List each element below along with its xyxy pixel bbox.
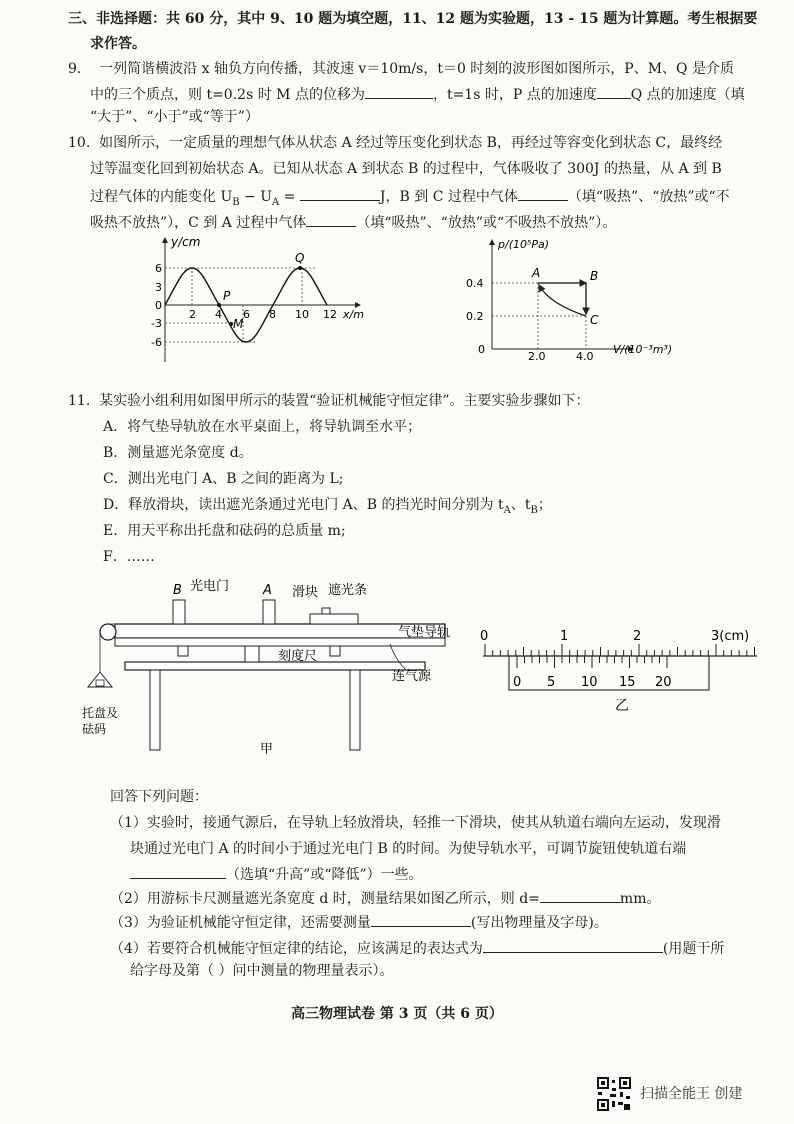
wave-graph bbox=[135, 232, 375, 367]
q10-line2: 过等温变化回到初始状态 A。已知从状态 A 到状态 B 的过程中，气体吸收了 300J 的热量，从 A 到 B bbox=[90, 161, 722, 177]
q10-number: 10. bbox=[68, 135, 91, 151]
vernier-caliper bbox=[475, 622, 765, 714]
caption-jia: 甲 bbox=[260, 742, 274, 757]
knob-left bbox=[178, 646, 188, 656]
q10-line3: 过程气体的内能变化 $U_B - U_A = J$，B 到 C 过程中气体 （填“吸热”、“放热”或“不 bbox=[90, 186, 730, 212]
q11-blank-3[interactable] bbox=[371, 912, 471, 927]
caliper-main-tick-1: 1 bbox=[560, 629, 569, 644]
q9-text1: 一列简谐横波沿 x 轴负方向传播，其波速 v＝10m/s，t＝0 时刻的波形图如图所示，P、M、Q 是介质 bbox=[99, 61, 734, 77]
air-track bbox=[115, 624, 445, 638]
label-air-source: 连气源 bbox=[392, 669, 432, 684]
q10-line1 bbox=[68, 134, 722, 152]
pv-curve-ca bbox=[539, 285, 586, 316]
wave-y-tick-neg6: -6 bbox=[151, 336, 162, 349]
pv-label-a: A bbox=[532, 266, 541, 280]
rail-base bbox=[115, 638, 445, 646]
q11-sub1-line3-text: （选填“升高”或“降低”）一些。 bbox=[226, 867, 423, 883]
q10-text1: 如图所示，一定质量的理想气体从状态 A 经过等压变化到状态 B，再经过等容变化到状态 C，最终经 bbox=[99, 135, 723, 151]
pv-y-label: p/(10⁵Pa) bbox=[498, 238, 550, 251]
q10-blank3[interactable] bbox=[306, 212, 356, 227]
q11-sub3a: （3）为验证机械能守恒定律，还需要测量 bbox=[110, 915, 371, 931]
q9-line1 bbox=[68, 60, 734, 78]
wave-x-tick-4: 4 bbox=[215, 308, 222, 321]
section-heading: 三、非选择题：共 60 分，其中 9、10 题为填空题，11、12 题为实验题，13 - 15 题为计算题。考生根据要 bbox=[68, 11, 758, 27]
q9-text2b: ，t=1s 时，P 点的加速度 bbox=[432, 87, 597, 103]
label-scale: 刻度尺 bbox=[278, 649, 318, 664]
q11-intro-text: 某实验小组利用如图甲所示的装置“验证机械能守恒定律”。主要实验步骤如下： bbox=[99, 393, 590, 409]
section-heading-cont: 求作答。 bbox=[90, 36, 146, 52]
photogate-b bbox=[173, 600, 185, 624]
pv-x-label: V/(10⁻³m³) bbox=[613, 343, 673, 356]
wave-x-label: x/m bbox=[343, 308, 364, 321]
q10-blank1[interactable] bbox=[300, 186, 380, 201]
q11-sub1-line3 bbox=[130, 864, 423, 884]
q11-blank-2[interactable] bbox=[540, 888, 620, 903]
wave-y-tick-3: 3 bbox=[155, 281, 162, 294]
q10-text3a: 过程气体的内能变化 U bbox=[90, 189, 233, 205]
wave-x-tick-10: 10 bbox=[295, 308, 309, 321]
label-strip: 遮光条 bbox=[328, 583, 368, 598]
wave-x-tick-6: 6 bbox=[243, 308, 250, 321]
q11-step-d: D．释放滑块，读出遮光条通过光电门 A、B 的挡光时间分别为 $t_A$、$t_B$； bbox=[103, 497, 552, 516]
q11-step-c: C．测出光电门 A、B 之间的距离为 L; bbox=[103, 471, 344, 487]
q11-step-b: B．测量遮光条宽度 d。 bbox=[103, 445, 253, 461]
slider-block bbox=[310, 614, 358, 624]
pv-label-c: C bbox=[590, 313, 599, 327]
q9-blank1[interactable] bbox=[365, 84, 433, 99]
wave-point-p bbox=[217, 303, 221, 307]
pv-y-tick-04: 0.4 bbox=[466, 277, 484, 290]
q10-text4b: （填“吸热”、“放热”或“不吸热不放热”）。 bbox=[356, 215, 617, 231]
q11-sub1-line1: （1）实验时，接通气源后，在导轨上轻放滑块，轻推一下滑块，使其从轨道右端向左运动，发现滑 bbox=[110, 815, 721, 831]
q11-intro bbox=[68, 392, 589, 410]
caliper-vernier-tick-5: 5 bbox=[547, 675, 556, 690]
q10-blank2[interactable] bbox=[518, 186, 568, 201]
q11-step-d-text: D．释放滑块，读出遮光条通过光电门 A、B 的挡光时间分别为 t bbox=[103, 497, 504, 513]
q9-text2a: 中的三个质点，则 t=0.2s 时 M 点的位移为 bbox=[90, 87, 365, 103]
q11-sub4a: （4）若要符合机械能守恒定律的结论，应该满足的表达式为 bbox=[110, 941, 483, 957]
label-tray-1: 托盘及 bbox=[82, 706, 119, 720]
caliper-main-tick-3: 3(cm) bbox=[711, 629, 750, 644]
q11-sub2 bbox=[110, 888, 660, 908]
table-leg-right bbox=[350, 670, 360, 750]
wave-label-q: Q bbox=[295, 251, 305, 265]
wave-y-tick-neg3: -3 bbox=[151, 317, 162, 330]
shade-strip bbox=[322, 608, 330, 614]
q11-blank-4[interactable] bbox=[483, 938, 663, 953]
table-leg-left bbox=[150, 670, 160, 750]
q11-blank-1[interactable] bbox=[130, 864, 226, 879]
table-top bbox=[125, 662, 425, 670]
pulley-icon bbox=[100, 624, 116, 640]
q11-sub3 bbox=[110, 912, 608, 932]
q9-line2 bbox=[90, 84, 745, 104]
label-a: A bbox=[263, 583, 272, 598]
q10-text3c: （填“吸热”、“放热”或“不 bbox=[567, 189, 730, 205]
label-tray-2: 砝码 bbox=[82, 722, 107, 736]
caliper-vernier-tick-0: 0 bbox=[513, 675, 522, 690]
pv-graph bbox=[458, 232, 688, 362]
wave-point-q bbox=[298, 266, 302, 270]
q11-step-e: E．用天平称出托盘和砝码的总质量 m; bbox=[103, 523, 346, 539]
q9-number: 9. bbox=[68, 61, 82, 77]
q11-sub4b: (用题干所 bbox=[662, 941, 725, 957]
pv-x-tick-20: 2.0 bbox=[528, 350, 546, 362]
label-photogate: 光电门 bbox=[190, 579, 230, 594]
q11-sub4 bbox=[110, 938, 724, 958]
wave-x-tick-8: 8 bbox=[269, 308, 276, 321]
answer-prompt: 回答下列问题： bbox=[110, 789, 208, 805]
weight-icon bbox=[96, 680, 104, 686]
q11-sub1-line2: 块通过光电门 A 的时间小于通过光电门 B 的时间。为使导轨水平，可调节旋钮使轨道右端 bbox=[130, 841, 687, 857]
wave-y-tick-0: 0 bbox=[155, 299, 162, 312]
q11-sub4-cont: 给字母及第（ ）问中测量的物理量表示）。 bbox=[130, 963, 394, 979]
caliper-main-tick-2: 2 bbox=[633, 629, 642, 644]
photogate-a bbox=[263, 600, 275, 624]
pv-y-tick-02: 0.2 bbox=[466, 310, 484, 323]
q9-line3: “大于”、“小于”或“等于”） bbox=[90, 109, 259, 125]
wave-x-tick-2: 2 bbox=[189, 308, 196, 321]
wave-y-label: y/cm bbox=[171, 235, 201, 249]
q10-line4 bbox=[90, 212, 616, 232]
wave-label-p: P bbox=[223, 289, 231, 303]
watermark-text: 扫描全能王 创建 bbox=[640, 1086, 743, 1102]
q9-blank2[interactable] bbox=[597, 84, 631, 99]
q11-sub3b: (写出物理量及字母)。 bbox=[470, 915, 608, 931]
wave-y-tick-6: 6 bbox=[155, 262, 162, 275]
q10-text3b: J，B 到 C 过程中气体 bbox=[379, 189, 518, 205]
qr-code-icon bbox=[596, 1076, 632, 1112]
pv-origin: 0 bbox=[478, 343, 485, 356]
wave-x-tick-12: 12 bbox=[323, 308, 337, 321]
wave-label-m: M bbox=[233, 317, 244, 331]
q9-text2c: Q 点的加速度（填 bbox=[630, 87, 745, 103]
apparatus-diagram bbox=[60, 572, 480, 762]
caption-yi: 乙 bbox=[615, 698, 629, 714]
pv-label-b: B bbox=[590, 269, 599, 283]
q10-text4a: 吸热不放热”），C 到 A 过程中气体 bbox=[90, 215, 307, 231]
q11-step-a: A．将气垫导轨放在水平桌面上，将导轨调至水平； bbox=[103, 419, 422, 435]
q11-sub2b: mm。 bbox=[619, 891, 661, 907]
knob-right bbox=[330, 646, 340, 656]
caliper-vernier-tick-15: 15 bbox=[619, 675, 636, 690]
q11-step-f: F．…… bbox=[103, 549, 155, 565]
caliper-main-tick-0: 0 bbox=[480, 629, 489, 644]
label-b: B bbox=[173, 583, 182, 598]
page-footer: 高三物理试卷 第 3 页（共 6 页） bbox=[291, 1006, 503, 1022]
label-air-track: 气垫导轨 bbox=[398, 625, 451, 640]
label-slider: 滑块 bbox=[292, 585, 319, 600]
q11-sub2a: （2）用游标卡尺测量遮光条宽度 d 时，测量结果如图乙所示，则 d= bbox=[110, 891, 540, 907]
support-center bbox=[245, 646, 259, 662]
caliper-vernier-tick-10: 10 bbox=[581, 675, 598, 690]
pv-x-tick-40: 4.0 bbox=[576, 350, 594, 362]
caliper-vernier-tick-20: 20 bbox=[655, 675, 672, 690]
q11-number: 11. bbox=[68, 393, 91, 409]
